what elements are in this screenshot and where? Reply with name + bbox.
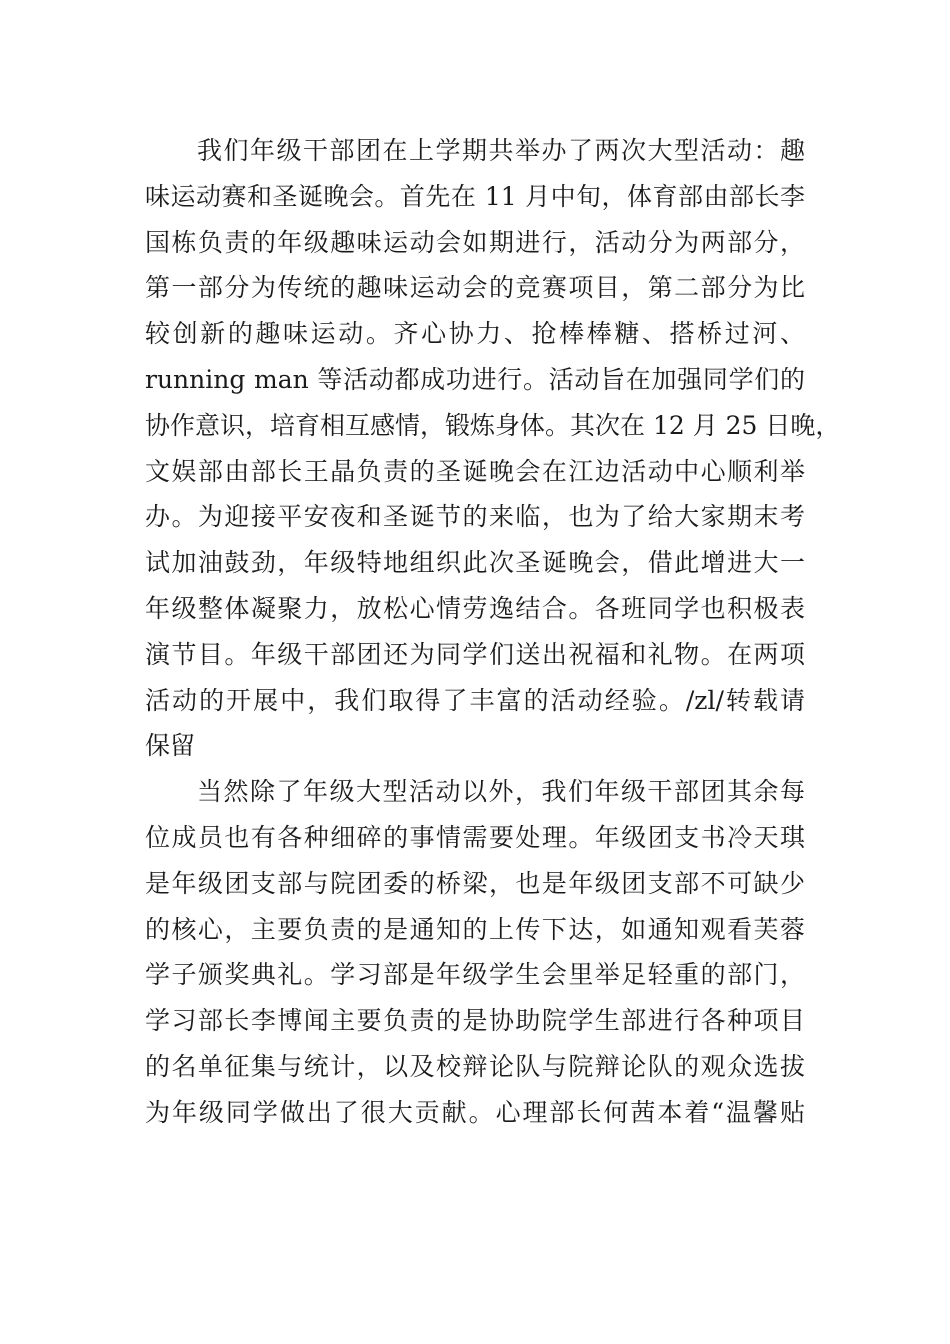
text-line: running man 等活动都成功进行。活动旨在加强同学们的 [145, 364, 805, 394]
text-line: 味运动赛和圣诞晚会。首先在 11 月中旬，体育部由部长李 [145, 181, 805, 211]
text-line: 的核心，主要负责的是通知的上传下达，如通知观看芙蓉 [145, 914, 805, 944]
text-line: 活动的开展中，我们取得了丰富的活动经验。/zl/转载请 [145, 685, 805, 715]
text-line: 试加油鼓劲，年级特地组织此次圣诞晚会，借此增进大一 [145, 548, 805, 578]
body-text [145, 128, 841, 1136]
text-line: 年级整体凝聚力，放松心情劳逸结合。各班同学也积极表 [145, 593, 805, 623]
text-line: 学子颁奖典礼。学习部是年级学生会里举足轻重的部门， [145, 960, 805, 990]
paragraph-1 [145, 128, 841, 769]
text-line: 较创新的趣味运动。齐心协力、抢棒棒糖、搭桥过河、 [145, 319, 805, 349]
text-line: 我们年级干部团在上学期共举办了两次大型活动：趣 [197, 136, 805, 165]
text-line: 的名单征集与统计，以及校辩论队与院辩论队的观众选拔 [145, 1051, 805, 1081]
text-line: 是年级团支部与院团委的桥梁，也是年级团支部不可缺少 [145, 868, 805, 898]
text-line: 国栋负责的年级趣味运动会如期进行，活动分为两部分， [145, 227, 805, 257]
text-line: 为年级同学做出了很大贡献。心理部长何茜本着“温馨贴 [145, 1097, 805, 1127]
text-line: 办。为迎接平安夜和圣诞节的来临，也为了给大家期末考 [145, 502, 805, 532]
text-line: 文娱部由部长王晶负责的圣诞晚会在江边活动中心顺利举 [145, 456, 805, 486]
text-line: 保留 [145, 731, 196, 761]
text-line: 学习部长李博闻主要负责的是协助院学生部进行各种项目 [145, 1006, 805, 1036]
text-line: 位成员也有各种细碎的事情需要处理。年级团支书冷天琪 [145, 822, 805, 852]
text-line: 当然除了年级大型活动以外，我们年级干部团其余每 [197, 777, 805, 807]
text-line: 协作意识，培育相互感情，锻炼身体。其次在 12 月 25 日晚， [145, 410, 841, 440]
text-line: 第一部分为传统的趣味运动会的竞赛项目，第二部分为比 [145, 273, 805, 303]
text-line: 演节目。年级干部团还为同学们送出祝福和礼物。在两项 [145, 639, 805, 669]
paragraph-2 [145, 769, 805, 1135]
